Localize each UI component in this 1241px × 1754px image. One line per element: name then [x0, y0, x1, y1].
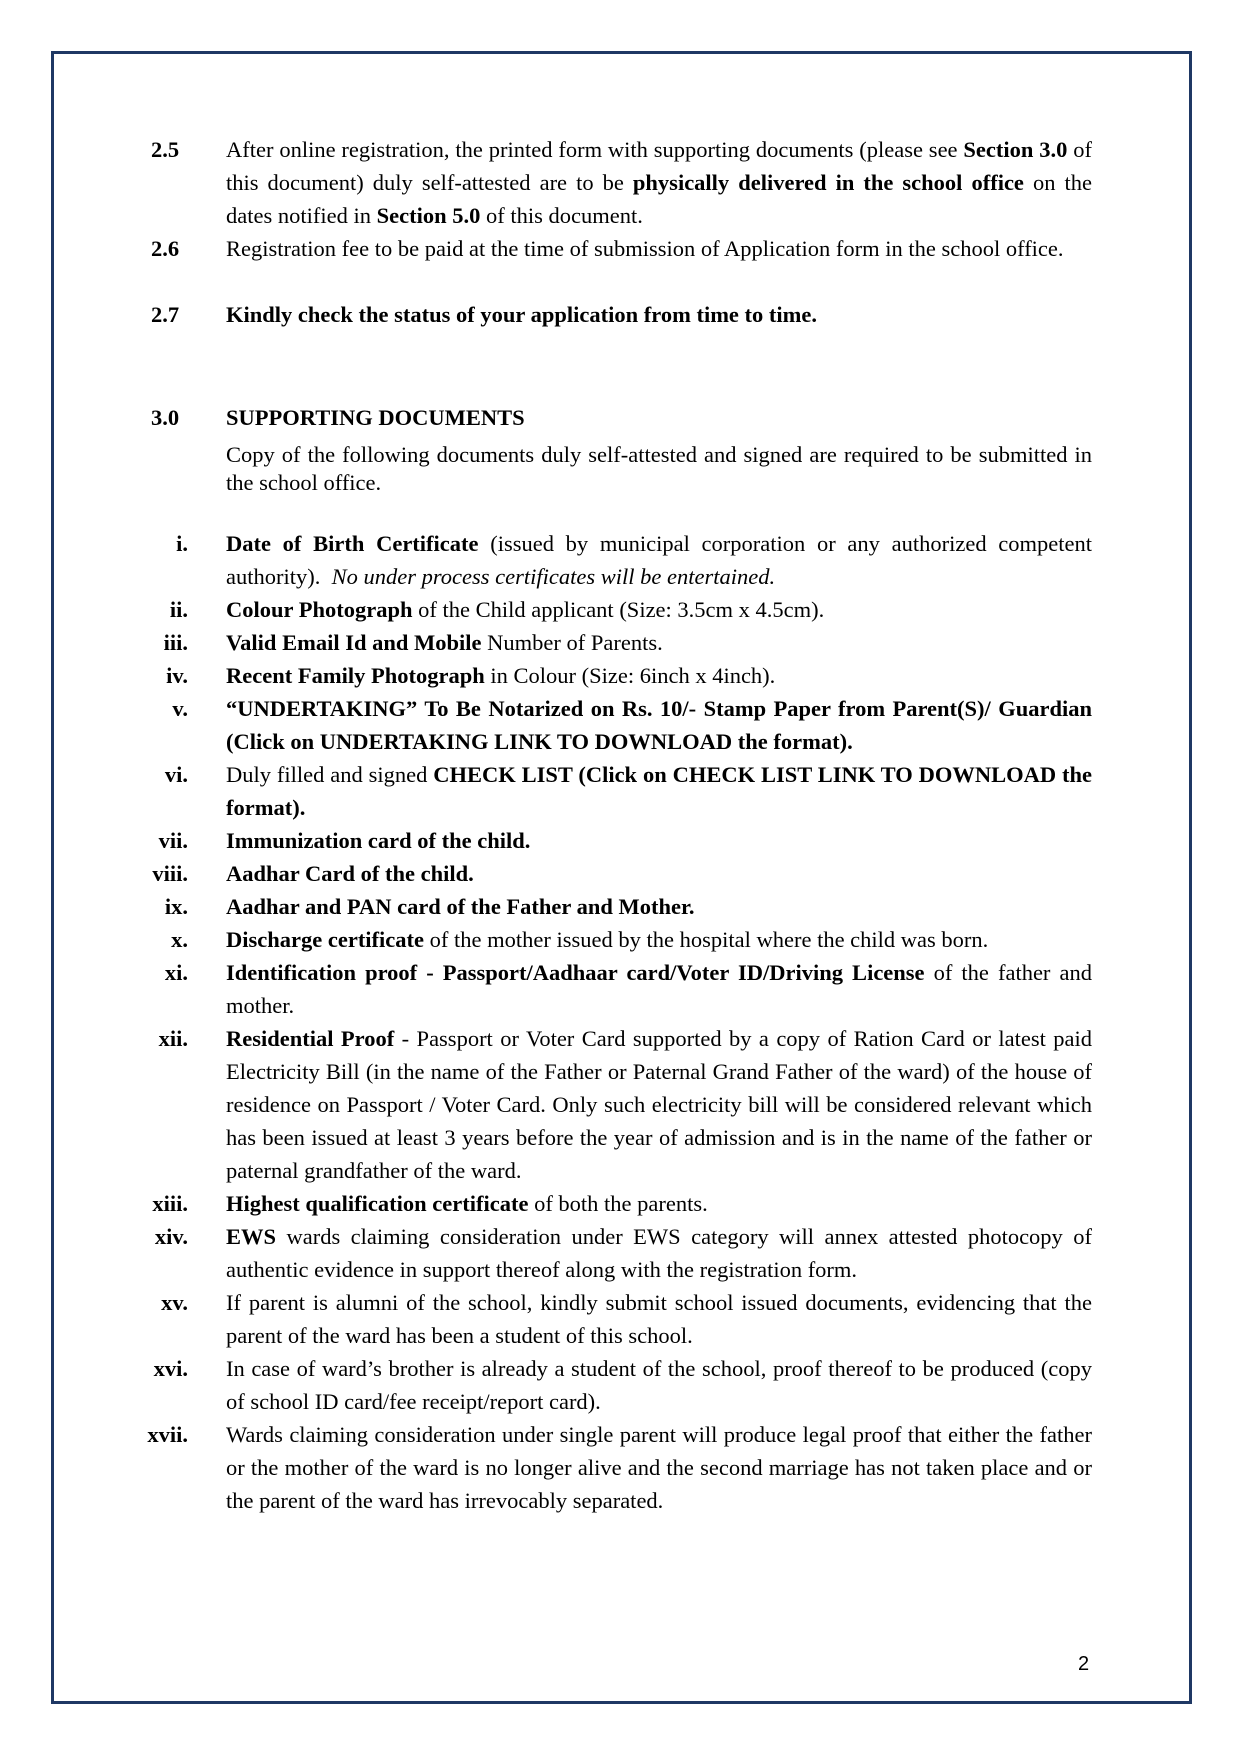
list-item-text: Aadhar and PAN card of the Father and Mother. [226, 894, 695, 919]
list-numeral: iii. [163, 630, 188, 655]
list-item-text: EWS wards claiming consideration under EWS category will annex attested photocopy of authentic evidence in support thereof along with the registration form. [226, 1224, 1092, 1282]
list-numeral: i. [176, 531, 188, 556]
list-numeral: xv. [161, 1290, 188, 1315]
list-item-text: Date of Birth Certificate (issued by municipal corporation or any authorized competent authority). No under process certificates will be entertained. [226, 531, 1098, 589]
list-item-text: In case of ward’s brother is already a student of the school, proof thereof to be produced (copy of school ID card/fee receipt/report card). [226, 1356, 1092, 1414]
list-numeral: v. [172, 696, 188, 721]
list-item-text: Identification proof - Passport/Aadhaar card/Voter ID/Driving License of the father and mother. [226, 960, 1092, 1018]
list-numeral: viii. [152, 861, 188, 886]
clause-text: Kindly check the status of your application from time to time. [226, 302, 818, 327]
list-item-text: Valid Email Id and Mobile Number of Parents. [226, 630, 663, 655]
list-numeral: xiv. [154, 1224, 188, 1249]
list-numeral: ix. [164, 894, 188, 919]
list-numeral: vii. [158, 828, 188, 853]
list-numeral: x. [171, 927, 188, 952]
list-item-text: “UNDERTAKING” To Be Notarized on Rs. 10/- Stamp Paper from Parent(S)/ Guardian (Click on UNDERTAKING LINK TO DOWNLOAD the format). [226, 696, 1092, 754]
list-item-text: Duly filled and signed CHECK LIST (Click on CHECK LIST LINK TO DOWNLOAD the format). [226, 762, 1093, 820]
section-title: SUPPORTING DOCUMENTS [226, 405, 525, 430]
list-item-text: Recent Family Photograph in Colour (Size: 6inch x 4inch). [226, 663, 776, 688]
list-numeral: ii. [169, 597, 188, 622]
list-numeral: iv. [166, 663, 188, 688]
section-number: 3.0 [151, 405, 180, 430]
clause-number: 2.7 [151, 302, 180, 327]
list-item-text: Aadhar Card of the child. [226, 861, 474, 886]
section-intro-text: Copy of the following documents duly self-attested and signed are required to be submitted in the school office. [226, 442, 1092, 495]
page-number: 2 [1078, 1653, 1090, 1675]
clause-text: Registration fee to be paid at the time of submission of Application form in the school office. [226, 236, 1064, 261]
list-item-text: If parent is alumni of the school, kindly submit school issued documents, evidencing that the parent of the ward has been a student of this school. [226, 1290, 1092, 1348]
clause-text: After online registration, the printed form with supporting documents (please see Section 3.0 of this document) duly self-attested are to be physically delivered in the school office on the dates notified in Section 5.0 of this document. [226, 137, 1092, 228]
list-numeral: xvii. [147, 1422, 188, 1447]
list-numeral: xi. [164, 960, 188, 985]
list-item-text: Wards claiming consideration under single parent will produce legal proof that either the father or the mother of the ward is no longer alive and the second marriage has not taken place and or the parent of the ward has irrevocably separated. [226, 1422, 1092, 1513]
list-numeral: xvi. [153, 1356, 188, 1381]
list-item-text: Highest qualification certificate of both the parents. [226, 1191, 708, 1216]
list-item-text: Residential Proof - Passport or Voter Card supported by a copy of Ration Card or latest paid Electricity Bill (in the name of the Father or Paternal Grand Father of the ward) of the house of residence on Passport / Voter Card. Only such electricity bill will be considered relevant which has been issued at least 3 years before the year of admission and is in the name of the father or paternal grandfather of the ward. [226, 1026, 1092, 1183]
list-numeral: xii. [158, 1026, 188, 1051]
clause-number: 2.5 [151, 137, 180, 162]
clause-number: 2.6 [151, 236, 180, 261]
list-numeral: xiii. [152, 1191, 188, 1216]
list-numeral: vi. [164, 762, 188, 787]
list-item-text: Colour Photograph of the Child applicant (Size: 3.5cm x 4.5cm). [226, 597, 825, 622]
list-item-text: Immunization card of the child. [226, 828, 531, 853]
list-item-text: Discharge certificate of the mother issued by the hospital where the child was born. [226, 927, 989, 952]
